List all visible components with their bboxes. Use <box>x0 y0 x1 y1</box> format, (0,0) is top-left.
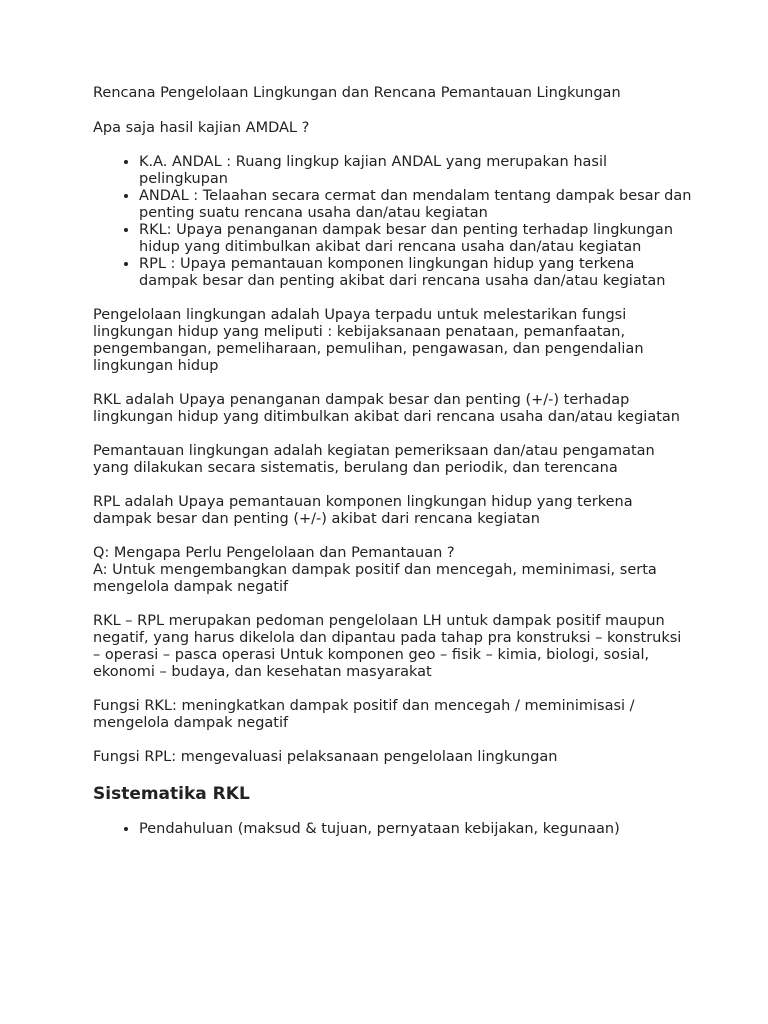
question-text: Apa saja hasil kajian AMDAL ? <box>93 120 310 136</box>
amdal-results-list <box>93 154 693 290</box>
list-item-andal: • ANDAL : Telaahan secara cermat dan mendalam tentang dampak besar dan penting suatu rencana usaha dan/atau kegiatan <box>139 188 693 222</box>
qa-answer: A: Untuk mengembangkan dampak positif dan mencegah, meminimasi, serta mengelola dampak negatif <box>93 562 657 595</box>
sistematika-list <box>93 821 693 838</box>
section-heading-sistematika-rkl: Sistematika RKL <box>93 784 250 804</box>
paragraph-rkl-definition: RKL adalah Upaya penanganan dampak besar dan penting (+/-) terhadap lingkungan hidup yang ditimbulkan akibat dari rencana usaha dan/atau kegiatan <box>93 392 680 425</box>
paragraph-pemantauan: Pemantauan lingkungan adalah kegiatan pemeriksaan dan/atau pengamatan yang dilakukan secara sistematis, berulang dan periodik, dan terencana <box>93 443 655 476</box>
list-item-rkl: • RKL: Upaya penanganan dampak besar dan penting terhadap lingkungan hidup yang ditimbulkan akibat dari rencana usaha dan/atau kegiatan <box>139 222 693 256</box>
paragraph-fungsi-rkl: Fungsi RKL: meningkatkan dampak positif dan mencegah / meminimisasi / mengelola dampak negatif <box>93 698 635 731</box>
document-page <box>93 85 693 838</box>
list-item-ka-andal: • K.A. ANDAL : Ruang lingkup kajian ANDAL yang merupakan hasil pelingkupan <box>139 154 693 188</box>
paragraph-pengelolaan: Pengelolaan lingkungan adalah Upaya terpadu untuk melestarikan fungsi lingkungan hidup yang meliputi : kebijaksanaan penataan, pemanfaatan, pengembangan, pemeliharaan, pemulihan, pengawasan, dan pengendalian lingkungan hidup <box>93 307 644 374</box>
paragraph-rkl-rpl: RKL – RPL merupakan pedoman pengelolaan LH untuk dampak positif maupun negatif, yang harus dikelola dan dipantau pada tahap pra konstruksi – konstruksi – operasi – pasca operasi Untuk komponen geo – fisik – kimia, biologi, sosial, ekonomi – budaya, dan kesehatan masyarakat <box>93 613 682 680</box>
list-item-rpl: • RPL : Upaya pemantauan komponen lingkungan hidup yang terkena dampak besar dan penting akibat dari rencana usaha dan/atau kegiatan <box>139 256 693 290</box>
qa-question: Q: Mengapa Perlu Pengelolaan dan Pemantauan ? <box>93 545 455 561</box>
list-item-pendahuluan: • Pendahuluan (maksud & tujuan, pernyataan kebijakan, kegunaan) <box>139 821 693 838</box>
paragraph-rpl-definition: RPL adalah Upaya pemantauan komponen lingkungan hidup yang terkena dampak besar dan penting (+/-) akibat dari rencana kegiatan <box>93 494 633 527</box>
document-title: Rencana Pengelolaan Lingkungan dan Rencana Pemantauan Lingkungan <box>93 85 621 101</box>
paragraph-fungsi-rpl: Fungsi RPL: mengevaluasi pelaksanaan pengelolaan lingkungan <box>93 749 558 765</box>
